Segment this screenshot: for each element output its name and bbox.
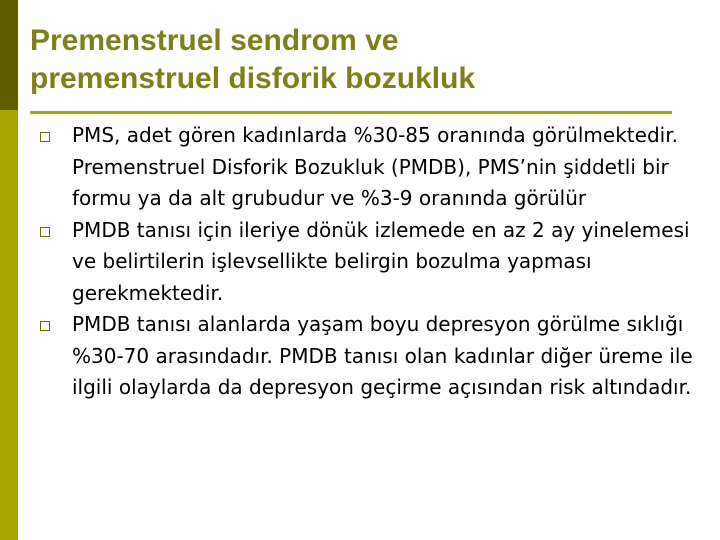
square-bullet-icon: [40, 132, 50, 142]
side-accent-bar-bottom: [0, 110, 18, 540]
square-bullet-icon: [40, 227, 50, 237]
bullet-item-1: [40, 120, 710, 215]
title-divider: [30, 111, 672, 114]
bullet-item-2: [40, 215, 710, 310]
bullet-text-1: PMS, adet gören kadınlarda %30-85 oranında görülmektedir. Premenstruel Disforik Bozukluk (PMDB), PMS’nin şiddetli bir formu ya da alt grubudur ve %3-9 oranında görülür: [72, 123, 678, 210]
square-bullet-icon: [40, 321, 50, 331]
bullet-text-2: PMDB tanısı için ileriye dönük izlemede en az 2 ay yinelemesi ve belirtilerin işlevsellikte belirgin bozulma yapması gerekmektedir.: [72, 217, 690, 305]
bullet-list: [40, 120, 710, 404]
slide-title-line-1: Premenstruel sendrom ve: [30, 24, 399, 57]
bullet-text-3: PMDB tanısı alanlarda yaşam boyu depresyon görülme sıklığı %30-70 arasındadır. PMDB tanısı olan kadınlar diğer üreme ile ilgili olaylarda da depresyon geçirme açısından risk altındadır.: [72, 312, 693, 399]
slide-title: [30, 22, 700, 98]
slide-title-line-2: premenstruel disforik bozukluk: [30, 62, 476, 95]
side-accent-bar-top: [0, 0, 18, 110]
bullet-item-3: [40, 309, 710, 404]
